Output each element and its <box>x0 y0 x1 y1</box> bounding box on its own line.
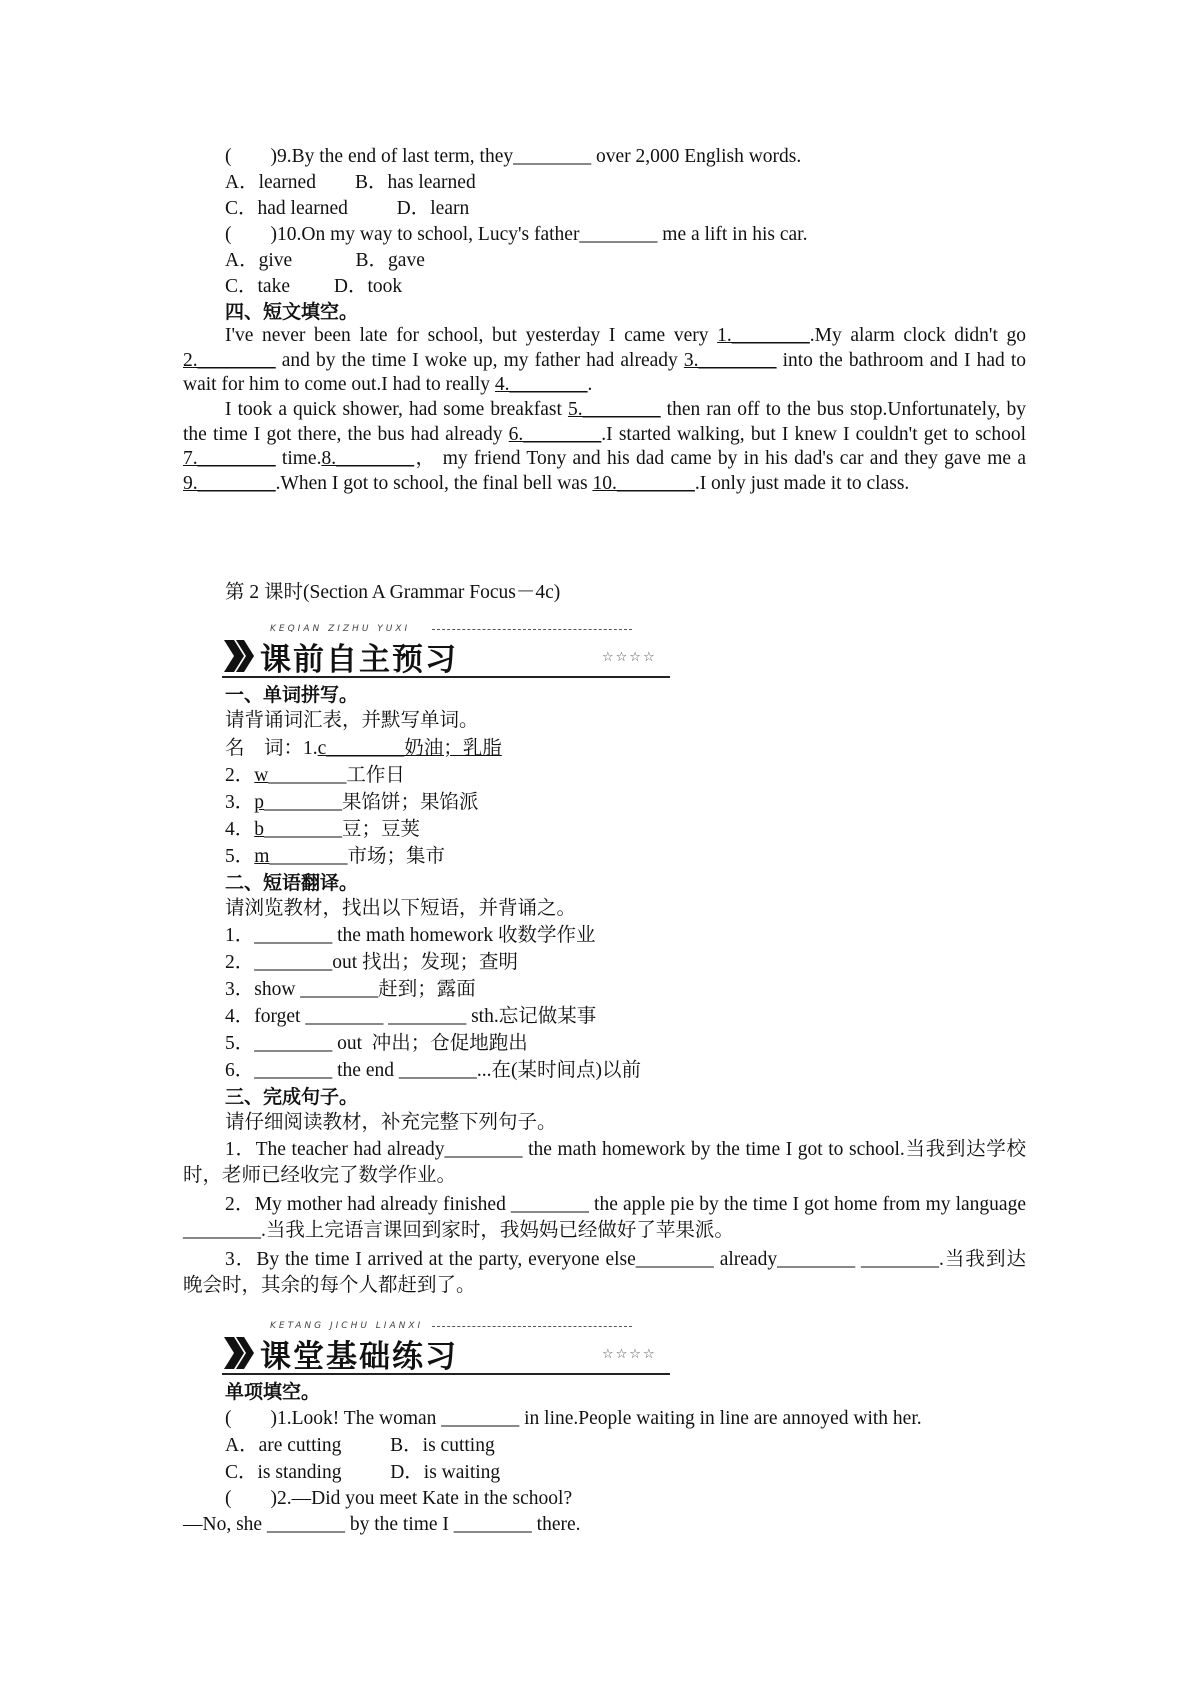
word-item-2: 2．w________工作日 <box>225 765 405 786</box>
phrase-heading: 二、短语翻译。 <box>225 872 359 894</box>
question-10: ( )10.On my way to school, Lucy's father________ me a lift in his car. <box>225 224 808 245</box>
banner-pinyin: KEQIAN ZIZHU YUXI <box>270 624 411 634</box>
practice-question-2: ( )2.—Did you meet Kate in the school? <box>225 1488 573 1509</box>
word-item-1: 名 词：1.c________奶油；乳脂 <box>225 738 502 759</box>
sentence-item-1: 1．The teacher had already________ the math homework by the time I got to school.当我到达学校时，老师已经收完了数学作业。 <box>183 1139 1026 1186</box>
cloze-blank-8[interactable]: 8.________ <box>321 448 415 469</box>
cloze-blank-7[interactable]: 7.________ <box>183 448 276 469</box>
phrase-item-3: 3．show ________赶到；露面 <box>225 979 476 1000</box>
practice-heading: 单项填空。 <box>225 1381 321 1403</box>
phrase-item-4: 4．forget ________ ________ sth.忘记做某事 <box>225 1006 597 1027</box>
practice-question-1: ( )1.Look! The woman ________ in line.People waiting in line are annoyed with her. <box>225 1408 922 1429</box>
cloze-blank-3[interactable]: 3.________ <box>683 349 777 371</box>
phrase-item-1: 1．________ the math homework 收数学作业 <box>225 925 596 946</box>
cloze-paragraph-1: I've never been late for school, but yesterday I came very 1.________.My alarm clock didn't go 2.________ and by the time I woke up, my father had already 3.________ into the bathroom and I had to wait for him to come out.I had to really 4.________. <box>183 325 1026 395</box>
question-10-options-cd: C．take D．took <box>225 276 403 297</box>
sentence-item-3: 3．By the time I arrived at the party, everyone else________ already________ ________.当我到达晚会时，其余的每个人都赶到了。 <box>183 1249 1026 1296</box>
cloze-paragraph-2: I took a quick shower, had some breakfast 5.________ then ran off to the bus stop.Unfortunately, by the time I got there, the bus had already 6.________.I started walking, but I knew I couldn't get to school 7.________ time.8.________， my friend Tony and his dad came by in his dad's car and they gave me a 9.________.When I got to school, the final bell was 10.________.I only just made it to class. <box>183 399 1027 494</box>
double-chevron-icon <box>222 638 258 674</box>
lesson-title: 第 2 课时(Section A Grammar Focus－4c) <box>225 582 561 603</box>
banner-dash-line <box>432 1326 632 1327</box>
banner-rule <box>222 1373 670 1375</box>
cloze-blank-5[interactable]: 5.________ <box>567 399 661 420</box>
word-blank-4[interactable]: ________豆；豆荚 <box>264 819 421 840</box>
cloze-heading: 四、短文填空。 <box>225 301 359 323</box>
sentence-item-2: 2．My mother had already finished ________ the apple pie by the time I got home from my language ________.当我上完语言课回到家时，我妈妈已经做好了苹果派。 <box>183 1194 1026 1241</box>
cloze-blank-4[interactable]: 4.________ <box>494 374 588 395</box>
cloze-blank-10[interactable]: 10.________ <box>592 472 695 494</box>
spelling-heading: 一、单词拼写。 <box>225 684 359 706</box>
difficulty-stars-icon: ☆☆☆☆ <box>602 650 657 665</box>
word-blank-2[interactable]: ________工作日 <box>268 765 405 786</box>
word-blank-3[interactable]: ________果馅饼；果馅派 <box>264 792 479 813</box>
banner-rule <box>222 676 670 678</box>
phrase-instruction: 请浏览教材，找出以下短语，并背诵之。 <box>225 898 577 919</box>
practice-question-1-options-ab: A．are cutting B．is cutting <box>225 1435 495 1456</box>
question-10-options-ab: A．give B．gave <box>225 250 425 271</box>
question-9: ( )9.By the end of last term, they________ over 2,000 English words. <box>225 146 802 167</box>
double-chevron-icon <box>222 1335 258 1371</box>
practice-question-2-reply: —No, she ________ by the time I ________ there. <box>183 1514 581 1535</box>
word-item-5: 5．m________市场；集市 <box>225 846 445 867</box>
phrase-item-6: 6．________ the end ________...在(某时间点)以前 <box>225 1060 641 1081</box>
word-item-3: 3．p________果馅饼；果馅派 <box>225 792 479 813</box>
spelling-instruction: 请背诵词汇表，并默写单词。 <box>225 710 479 731</box>
preview-section-banner <box>222 620 670 682</box>
cloze-blank-6[interactable]: 6.________ <box>508 423 602 445</box>
phrase-item-2: 2．________out 找出；发现；查明 <box>225 952 519 973</box>
practice-section-banner <box>222 1317 670 1379</box>
banner-dash-line <box>432 629 632 630</box>
difficulty-stars-icon: ☆☆☆☆ <box>602 1347 657 1362</box>
cloze-blank-9[interactable]: 9.________ <box>183 472 276 494</box>
sentence-heading: 三、完成句子。 <box>225 1086 359 1108</box>
practice-question-1-options-cd: C．is standing D．is waiting <box>225 1462 501 1483</box>
cloze-blank-1[interactable]: 1.________ <box>717 325 810 346</box>
banner-pinyin: KETANG JICHU LIANXI <box>270 1321 424 1331</box>
sentence-instruction: 请仔细阅读教材，补充完整下列句子。 <box>225 1112 557 1133</box>
question-9-options-cd: C．had learned D．learn <box>225 198 470 219</box>
word-blank-1[interactable]: ________奶油；乳脂 <box>326 738 502 759</box>
phrase-item-5: 5．________ out 冲出；仓促地跑出 <box>225 1033 528 1054</box>
word-blank-5[interactable]: ________市场；集市 <box>269 846 445 867</box>
question-9-options-ab: A．learned B．has learned <box>225 172 476 193</box>
banner-title: 课前自主预习 <box>260 642 458 678</box>
banner-title: 课堂基础练习 <box>260 1339 458 1375</box>
word-item-4: 4．b________豆；豆荚 <box>225 819 421 840</box>
cloze-blank-2[interactable]: 2.________ <box>183 349 276 371</box>
